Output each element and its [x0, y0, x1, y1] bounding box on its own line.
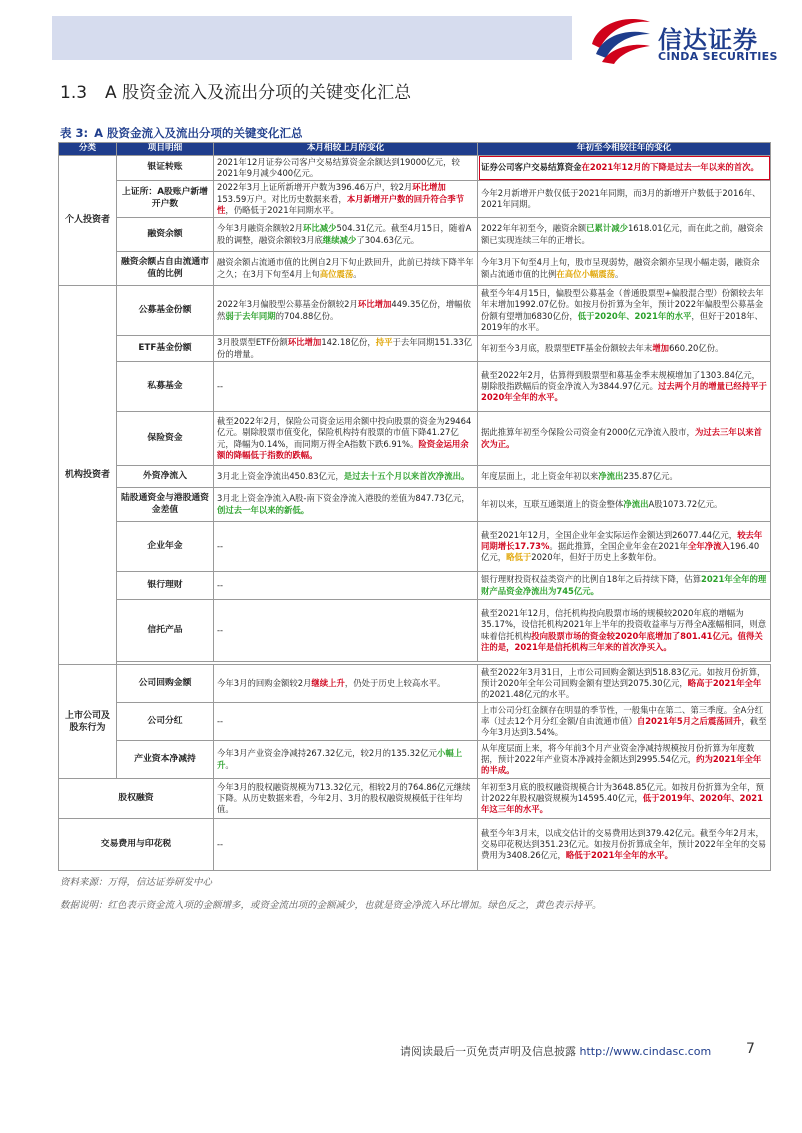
row-ytd: 上市公司分红金额存在明显的季节性，一般集中在第二、第三季度。全A分红率（过去12个月分红金额/自由流通市值）自2021年5月之后震荡回升，截至今年3月达到3.54%。 [478, 703, 771, 741]
row-monthly: -- [214, 600, 478, 662]
row-monthly: 今年3月产业资金净减持267.32亿元，较2月的135.32亿元小幅上升。 [214, 741, 478, 779]
page-number: 7 [746, 1041, 755, 1057]
source-note: 资料来源：万得，信达证券研发中心 [60, 877, 213, 888]
row-item: 公募基金份额 [117, 286, 214, 336]
row-monthly: -- [214, 362, 478, 412]
section-number: 1.3 [60, 83, 88, 103]
category-institutional: 机构投资者 [59, 286, 117, 665]
cinda-emblem-icon [588, 14, 654, 64]
category-individual: 个人投资者 [59, 155, 117, 286]
table-row [59, 703, 771, 741]
row-item: 交易费用与印花税 [59, 819, 214, 871]
logo-name-cn: 信达证券 [658, 26, 758, 54]
data-note: 数据说明：红色表示资金流入项的金额增多，或资金流出项的金额减少，也就是资金净流入环比增加。绿色反之，黄色表示持平。 [60, 900, 602, 911]
row-item: 企业年金 [117, 522, 214, 572]
table-row [59, 600, 771, 662]
row-item: 信托产品 [117, 600, 214, 662]
row-item: 上证所：A股账户新增开户数 [117, 181, 214, 218]
row-ytd: 从年度层面上来，将今年前3个月产业资金净减持规模按月份折算为年度数据，预计2022年产业资本净减持金额达到2995.54亿元，约为2021年全年的半成。 [478, 741, 771, 779]
row-monthly: 3月北上资金净流入A股-南下资金净流入港股的差值为847.73亿元，创过去一年以来的新低。 [214, 488, 478, 522]
row-item: 融资余额 [117, 218, 214, 252]
row-monthly: -- [214, 703, 478, 741]
table-row [59, 362, 771, 412]
header-monthly: 本月相较上月的变化 [214, 143, 478, 156]
table-header-row [59, 143, 771, 156]
row-ytd: 截至2022年2月，估算得到股票型和募基金季末规模增加了1303.84亿元，剔除股指跌幅后的资金净流入为3844.97亿元。过去两个月的增量已经持平于2020年全年的水平。 [478, 362, 771, 412]
row-ytd: 年度层面上，北上资金年初以来净流出235.87亿元。 [478, 466, 771, 488]
table-row [59, 572, 771, 600]
row-item: 私募基金 [117, 362, 214, 412]
row-monthly: -- [214, 572, 478, 600]
capital-flow-table [58, 142, 771, 871]
row-ytd: 截至2022年3月31日，上市公司回购金额达到518.83亿元。如按月份折算，预计2020年全年公司回购金额有望达到2075.30亿元，略高于2021年全年的2021.48亿元的水平。 [478, 665, 771, 703]
table-caption [60, 125, 303, 141]
footer-disclaimer [400, 1043, 711, 1059]
table-row [59, 488, 771, 522]
row-ytd: 年初以来，互联互通渠道上的资金整体净流出A股1073.72亿元。 [478, 488, 771, 522]
table-row [59, 286, 771, 336]
header-category: 分类 [59, 143, 117, 156]
table-caption-text: A 股资金流入及流出分项的关键变化汇总 [94, 126, 303, 140]
row-item: 融资余额占自由流通市值的比例 [117, 252, 214, 286]
row-ytd: 截至2021年12月，信托机构投向股票市场的规模较2020年底的增幅为35.17%，设信托机构2021年上半年的投资收益率与万得全A涨幅相同，则意味着信托机构投向股票市场的资金较2020年底增加了801.41亿元。值得关注的是，2021年是信托机构三年来的首次净买入。 [478, 600, 771, 662]
row-ytd: 截至2021年12月，全国企业年金实际运作金额达到26077.44亿元，较去年同期增长17.73%。据此推算，全国企业年金在2021年全年净流入196.40亿元，略低于2020年，但好于历史上多数年份。 [478, 522, 771, 572]
table-row [59, 819, 771, 871]
header-ytd: 年初至今相较往年的变化 [478, 143, 771, 156]
row-item: 外资净流入 [117, 466, 214, 488]
table-row [59, 522, 771, 572]
cinda-logo [588, 14, 788, 66]
row-ytd: 银行理财投资权益类资产的比例自18年之后持续下降，估算2021年全年的理财产品资金净流出为745亿元。 [478, 572, 771, 600]
table-row [59, 218, 771, 252]
row-monthly: 3月股票型ETF份额环比增加142.18亿份，持平于去年同期151.33亿份的增量。 [214, 336, 478, 362]
row-ytd: 截至今年4月15日，偏股型公募基金（普通股票型+偏股混合型）份额较去年年末增加1992.07亿份。如按月份折算为全年，预计2022年偏股型公募基金份额有望增加6830亿份，低于2020年、2021年的水平，但好于2018年、2019年的水平。 [478, 286, 771, 336]
footer-url-link[interactable]: http://www.cindasc.com [579, 1045, 712, 1058]
table-caption-label: 表 3: [60, 126, 89, 140]
row-monthly: -- [214, 522, 478, 572]
table-row [59, 252, 771, 286]
row-item: 产业资本净减持 [117, 741, 214, 779]
row-item: 公司分红 [117, 703, 214, 741]
table-row [59, 412, 771, 466]
header-item: 项目明细 [117, 143, 214, 156]
row-ytd: 年初至今3月底，股票型ETF基金份额较去年末增加660.20亿份。 [478, 336, 771, 362]
table-row [59, 741, 771, 779]
table-row [59, 665, 771, 703]
row-item: 银行理财 [117, 572, 214, 600]
table-row [59, 336, 771, 362]
table-row [59, 466, 771, 488]
row-monthly: -- [214, 819, 478, 871]
row-monthly: 3月北上资金净流出450.83亿元，是过去十五个月以来首次净流出。 [214, 466, 478, 488]
row-item: 银证转账 [117, 155, 214, 181]
row-monthly: 融资余额占流通市值的比例自2月下旬止跌回升，此前已持续下降半年之久；在3月下旬至4月上旬高位震荡。 [214, 252, 478, 286]
header-bar [52, 16, 572, 60]
table-row [59, 181, 771, 218]
table-row [59, 155, 771, 181]
row-item: 保险资金 [117, 412, 214, 466]
category-listed: 上市公司及股东行为 [59, 665, 117, 779]
row-ytd: 截至今年3月末，以成交估计的交易费用达到379.42亿元。截至今年2月末，交易印花税达到351.23亿元。如按月份折算成全年，预计2022年全年的交易费用为3408.26亿元，略低于2021年全年的水平。 [478, 819, 771, 871]
row-monthly: 今年3月的股权融资规模为713.32亿元，相较2月的764.86亿元继续下降。从历史数据来看，今年2月、3月的股权融资规模低于往年均值。 [214, 779, 478, 819]
row-monthly: 今年3月的回购金额较2月继续上升，仍处于历史上较高水平。 [214, 665, 478, 703]
row-ytd: 2022年年初至今，融资余额已累计减少1618.01亿元，而在此之前，融资余额已实现连续三年的正增长。 [478, 218, 771, 252]
row-ytd: 今年3月下旬至4月上旬，股市呈现弱势，融资余额亦呈现小幅走弱，融资余额占流通市值的比例在高位小幅震荡。 [478, 252, 771, 286]
footer-disclaimer-text: 请阅读最后一页免责声明及信息披露 [400, 1045, 576, 1058]
section-title [60, 78, 411, 103]
row-ytd: 证券公司客户交易结算资金在2021年12月的下降是过去一年以来的首次。 [478, 155, 771, 181]
row-monthly: 2022年3月偏股型公募基金份额较2月环比增加449.35亿份，增幅依然弱于去年同期的704.88亿份。 [214, 286, 478, 336]
table-row [59, 779, 771, 819]
logo-name-en: CINDA SECURITIES [658, 50, 778, 63]
row-monthly: 截至2022年2月，保险公司资金运用余额中投向股票的资金为29464亿元。剔除股票市值变化，保险机构持有股票的市值下降41.27亿元，降幅为0.14%，而同期万得全A指数下跌6.91%。险资金运用余额的降幅低于指数的跌幅。 [214, 412, 478, 466]
row-item: 陆股通资金与港股通资金差值 [117, 488, 214, 522]
row-item: 股权融资 [59, 779, 214, 819]
row-monthly: 今年3月融资余额较2月环比减少504.31亿元。截至4月15日，随着A股的调整，融资余额较3月底继续减少了304.63亿元。 [214, 218, 478, 252]
row-item: 公司回购金额 [117, 665, 214, 703]
row-monthly: 2021年12月证券公司客户交易结算资金余额达到19000亿元，较2021年9月减少400亿元。 [214, 155, 478, 181]
section-title-text: A 股资金流入及流出分项的关键变化汇总 [105, 83, 412, 103]
row-ytd: 据此推算年初至今保险公司资金有2000亿元净流入股市，为过去三年以来首次为正。 [478, 412, 771, 466]
row-item: ETF基金份额 [117, 336, 214, 362]
row-ytd: 年初至3月底的股权融资规模合计为3648.85亿元。如按月份折算为全年，预计2022年股权融资规模为14595.40亿元，低于2019年、2020年、2021年这三年的水平。 [478, 779, 771, 819]
row-ytd: 今年2月新增开户数仅低于2021年同期，而3月的新增开户数低于2016年、2021年同期。 [478, 181, 771, 218]
row-monthly: 2022年3月上证所新增开户数为396.46万户，较2月环比增加153.59万户。对比历史数据来看，本月新增开户数的回升符合季节性，仍略低于2021年同期水平。 [214, 181, 478, 218]
